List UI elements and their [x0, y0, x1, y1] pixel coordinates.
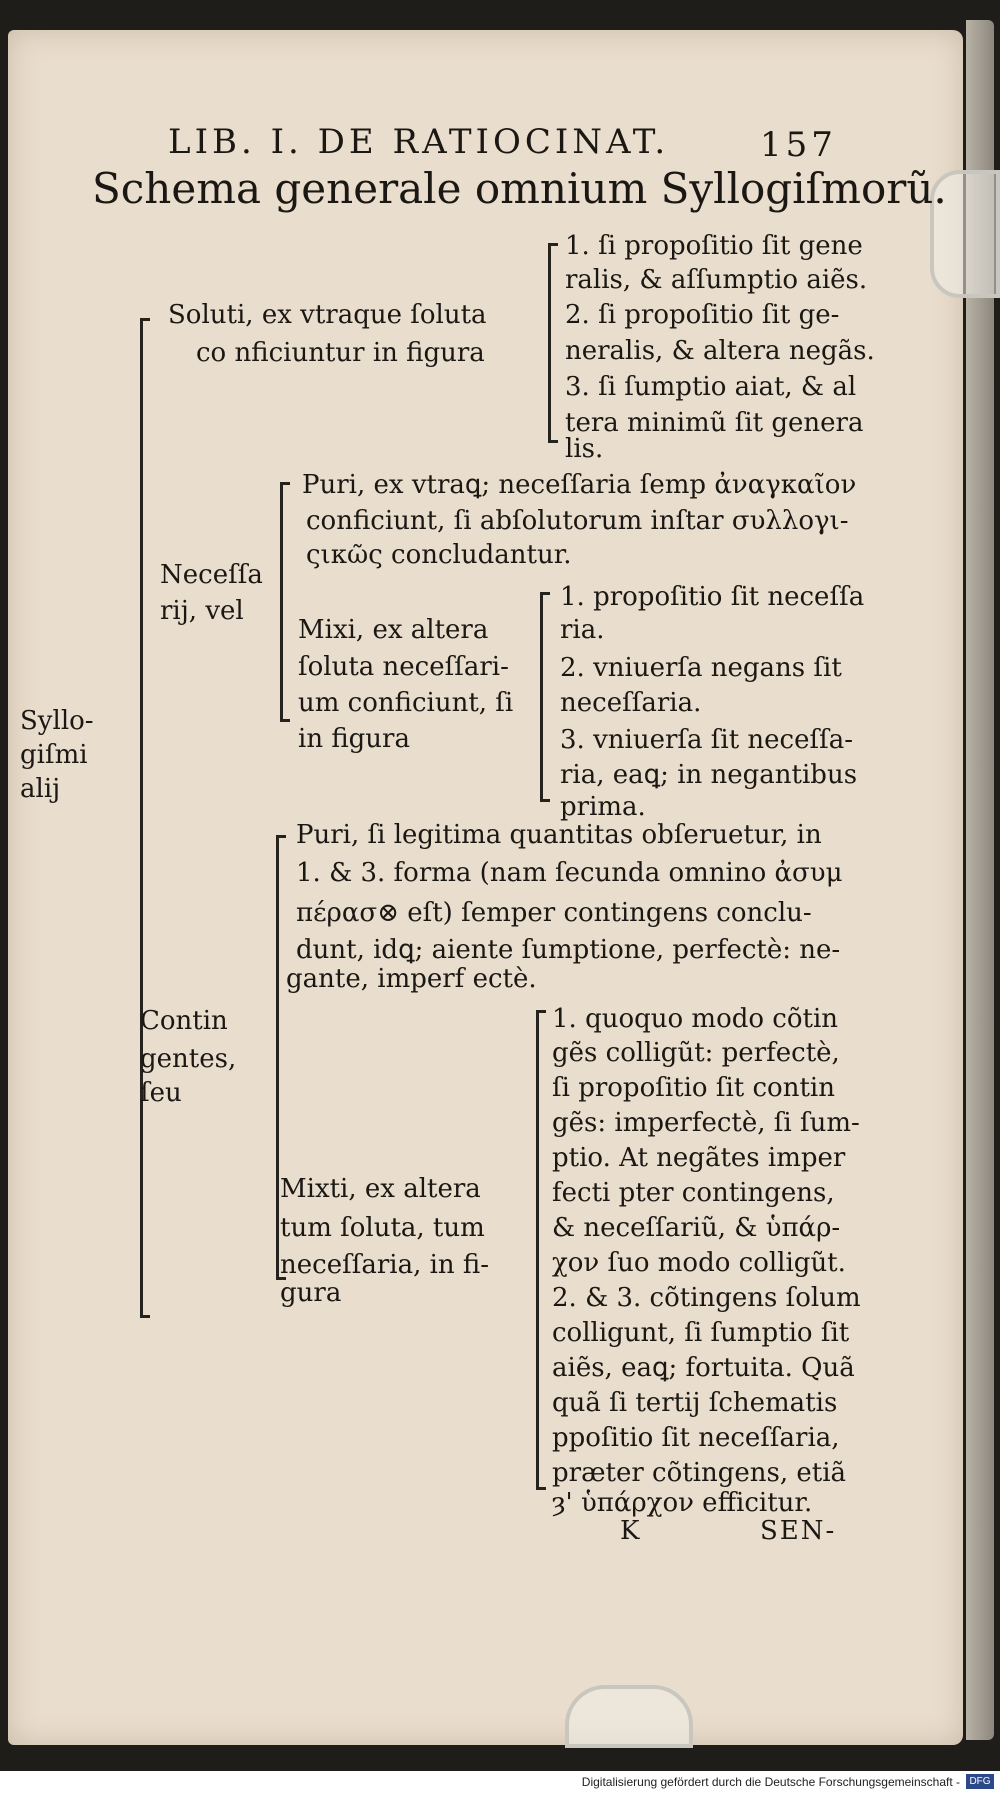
root-label-1: Syllo-	[20, 706, 94, 736]
page-clip-bottom	[565, 1685, 693, 1748]
contingentes-mixti-cond-5: ptio. At negãtes imper	[552, 1143, 846, 1173]
signature-mark: K	[620, 1516, 640, 1546]
root-label-3: alij	[20, 774, 61, 804]
necessarii-mixti-cond-7: prima.	[560, 792, 646, 822]
contingentes-label-3: ſeu	[140, 1078, 182, 1108]
necessarii-brace	[280, 482, 283, 722]
schema-title: Schema generale omnium Syllogiſmorũ.	[92, 164, 947, 213]
necessarii-mixti-cond-2: ria.	[560, 615, 605, 645]
contingentes-mixti-cond-3: ſi propoſitio ſit contin	[552, 1073, 835, 1103]
contingentes-mixti-cond-13: ppoſitio ſit neceſſaria,	[552, 1423, 840, 1453]
soluti-cond-7: lis.	[565, 434, 604, 464]
contingentes-mixti-cond-11: aiẽs, eaꝗ; fortuita. Quã	[552, 1353, 855, 1383]
contingentes-mixti-cond-12: quã ſi tertij ſchematis	[552, 1388, 838, 1418]
soluti-cond-5: 3. ſi ſumptio aiat, & al	[565, 372, 857, 402]
necessarii-label-2: rij, vel	[160, 596, 244, 626]
necessarii-mixti-label-2: ſoluta neceſſari-	[298, 652, 509, 682]
contingentes-mixti-cond-8: χον ſuo modo colligũt.	[552, 1248, 846, 1278]
contingentes-mixti-cond-10: colligunt, ſi ſumptio ſit	[552, 1318, 850, 1348]
necessarii-mixti-label-1: Mixi, ex altera	[298, 615, 489, 645]
necessarii-mixti-brace	[540, 592, 543, 802]
contingentes-mixti-label-2: tum ſoluta, tum	[280, 1213, 485, 1243]
contingentes-label-1: Contin	[140, 1006, 228, 1036]
contingentes-puri-5: gante, imperf ectè.	[286, 964, 537, 994]
contingentes-mixti-cond-1: 1. quoquo modo cõtin	[552, 1004, 839, 1034]
necessarii-mixti-cond-1: 1. propoſitio ſit neceſſa	[560, 582, 865, 612]
necessarii-mixti-cond-4: neceſſaria.	[560, 688, 702, 718]
dfg-logo: DFG	[966, 1774, 994, 1789]
contingentes-puri-3: πέρασ⊗ eſt) ſemper contingens conclu-	[296, 898, 812, 928]
contingentes-mixti-cond-6: fecti pter contingens,	[552, 1178, 835, 1208]
soluti-cond-6: tera minimũ ſit genera	[565, 408, 864, 438]
soluti-cond-4: neralis, & altera negãs.	[565, 336, 875, 366]
contingentes-label-2: gentes,	[140, 1044, 237, 1074]
contingentes-mixti-cond-14: præter cõtingens, etiã	[552, 1458, 847, 1488]
soluti-cond-2: ralis, & aſſumptio aiẽs.	[565, 265, 868, 295]
contingentes-brace	[276, 835, 279, 1280]
contingentes-puri-4: dunt, idꝗ; aiente ſumptione, perfectè: ne-	[296, 935, 841, 965]
root-brace	[140, 318, 143, 1318]
soluti-brace	[548, 243, 551, 443]
contingentes-mixti-label-4: gura	[280, 1278, 342, 1308]
necessarii-puri-3: ςικῶς concludantur.	[306, 540, 572, 570]
running-title: LIB. I. DE RATIOCINAT.	[168, 122, 670, 162]
necessarii-mixti-cond-3: 2. vniuerſa negans ſit	[560, 653, 842, 683]
necessarii-mixti-cond-6: ria, eaꝗ; in negantibus	[560, 760, 858, 790]
contingentes-mixti-cond-9: 2. & 3. cõtingens ſolum	[552, 1283, 861, 1313]
necessarii-label-1: Neceſſa	[160, 560, 263, 590]
necessarii-mixti-cond-5: 3. vniuerſa ſit neceſſa-	[560, 725, 854, 755]
contingentes-mixti-cond-4: gẽs: imperfectè, ſi ſum-	[552, 1108, 860, 1138]
page-number: 157	[760, 125, 837, 165]
contingentes-mixti-cond-2: gẽs colligũt: perfectè,	[552, 1038, 840, 1068]
necessarii-mixti-label-4: in figura	[298, 724, 410, 754]
footer-bar	[0, 1771, 1000, 1793]
contingentes-mixti-brace	[536, 1010, 539, 1490]
root-label-2: giſmi	[20, 740, 88, 770]
contingentes-mixti-cond-7: & neceſſariũ, & ὑπάρ-	[552, 1213, 841, 1243]
necessarii-puri-1: Puri, ex vtraꝗ; neceſſaria ſemp ἀναγκαῖον	[302, 470, 857, 500]
contingentes-puri-1: Puri, ſi legitima quantitas obſeruetur, in	[296, 820, 822, 850]
soluti-label-2: co nficiuntur in figura	[196, 338, 485, 368]
soluti-cond-1: 1. ſi propoſitio ſit gene	[565, 231, 863, 261]
soluti-cond-3: 2. ſi propoſitio ſit ge-	[565, 300, 840, 330]
contingentes-mixti-cond-15: ȝ' ὑπάρχον efficitur.	[552, 1488, 813, 1518]
contingentes-mixti-label-3: neceſſaria, in fi-	[280, 1250, 490, 1280]
catchword: SEN-	[760, 1516, 837, 1546]
contingentes-mixti-label-1: Mixti, ex altera	[280, 1174, 481, 1204]
footer-credit: Digitalisierung gefördert durch die Deutsche Forschungsgemeinschaft -	[581, 1775, 960, 1789]
necessarii-mixti-label-3: um conficiunt, ſi	[298, 688, 514, 718]
soluti-label-1: Soluti, ex vtraque ſoluta	[168, 300, 487, 330]
contingentes-puri-2: 1. & 3. forma (nam ſecunda omnino ἀσυμ	[296, 858, 843, 888]
necessarii-puri-2: conficiunt, ſi abſolutorum inſtar συλλογι-	[306, 506, 849, 536]
